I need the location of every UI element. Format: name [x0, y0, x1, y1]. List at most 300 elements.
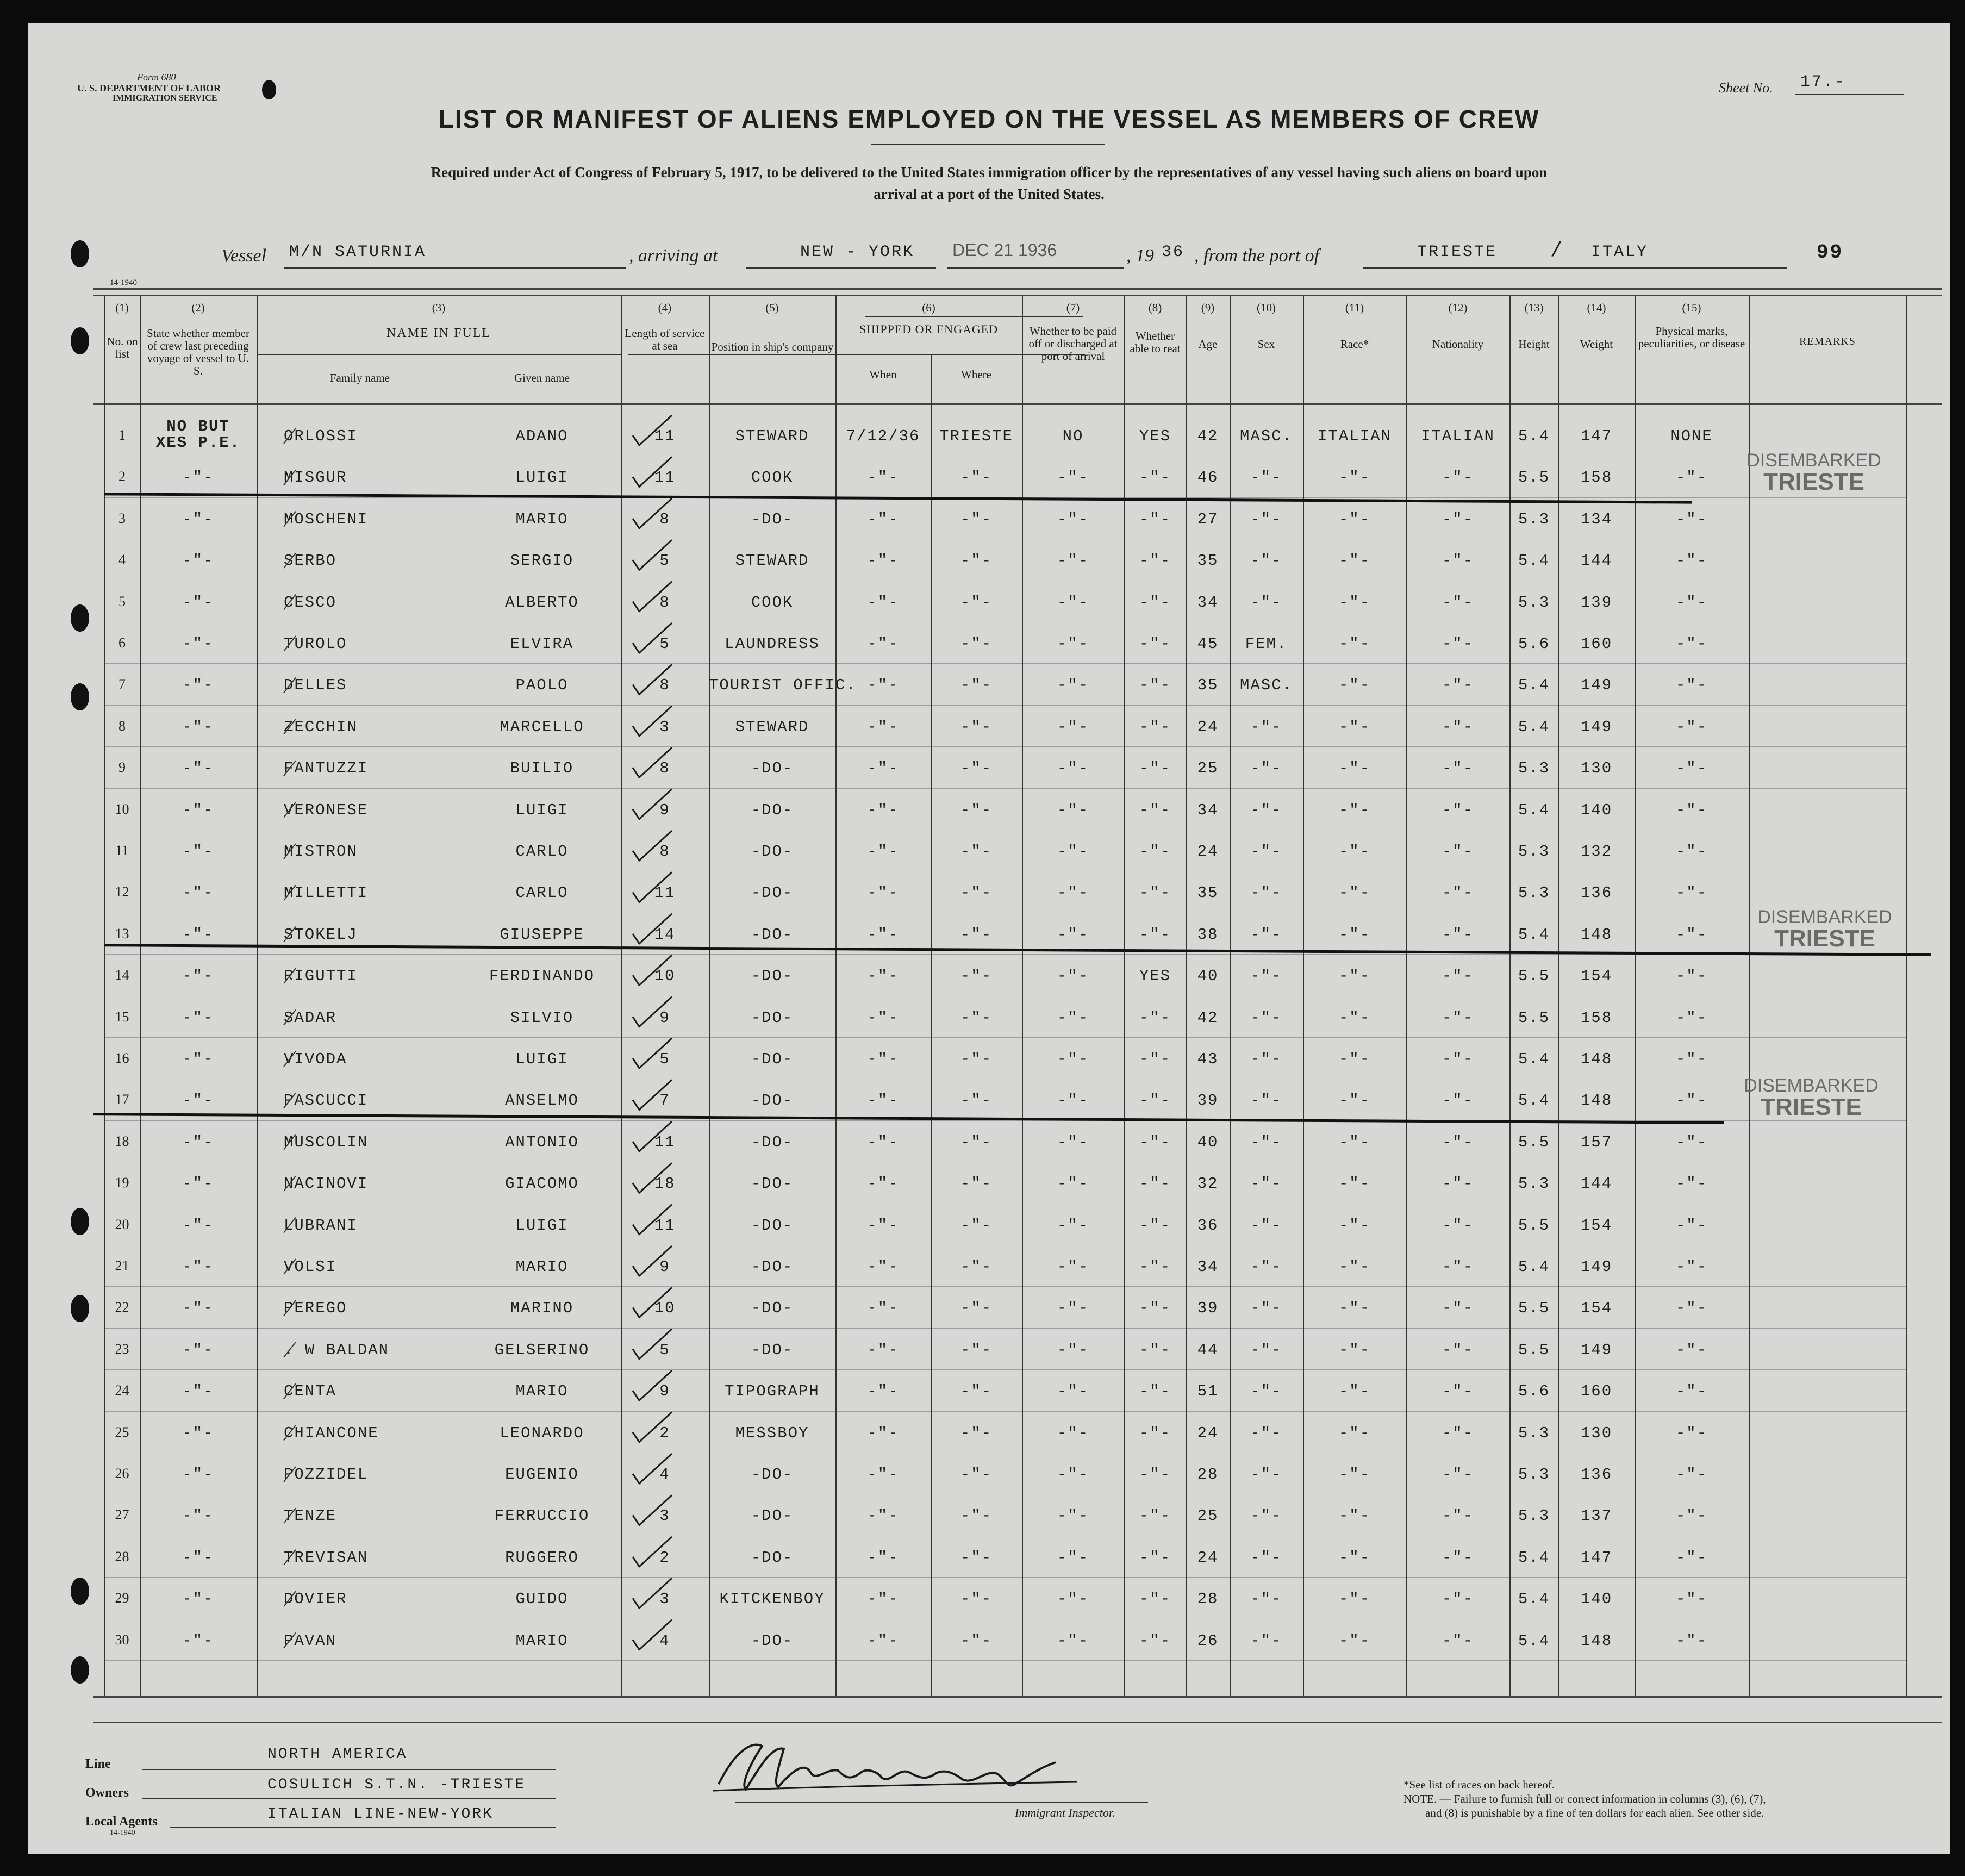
- date-stamp: DEC 21 1936: [952, 240, 1057, 260]
- cell-sex: -"-: [1250, 1382, 1282, 1401]
- cell-when: -"-: [867, 759, 899, 778]
- col-num: (2): [191, 301, 205, 314]
- sheet-number: 17.-: [1800, 73, 1847, 91]
- cell-age: 25: [1197, 759, 1219, 778]
- col-num: (5): [765, 301, 779, 314]
- cell-age: 45: [1197, 635, 1219, 653]
- header-physical-marks: Physical marks, peculiarities, or disease: [1638, 325, 1745, 350]
- cell-state: NO BUT XES P.E.: [155, 417, 241, 452]
- tick-mark: [284, 1176, 296, 1191]
- cell-physical-marks: -"-: [1675, 759, 1708, 778]
- cell-weight: 149: [1580, 718, 1613, 736]
- cell-state: -"-: [182, 718, 214, 736]
- cell-physical-marks: -"-: [1675, 1299, 1708, 1318]
- cell-given-name: MARINO: [510, 1299, 574, 1318]
- cell-able-reat: -"-: [1139, 1133, 1171, 1151]
- cell-able-reat: -"-: [1139, 1175, 1171, 1193]
- row-number: 14: [115, 967, 129, 983]
- cell-physical-marks: -"-: [1675, 676, 1708, 695]
- cell-age: 42: [1197, 1008, 1219, 1027]
- cell-position: STEWARD: [735, 552, 809, 570]
- cell-nationality: -"-: [1442, 1175, 1474, 1193]
- tick-mark: [284, 1259, 296, 1274]
- cell-position: KITCKENBOY: [719, 1590, 825, 1609]
- tick-mark: [284, 1508, 296, 1523]
- port-slash: /: [1550, 239, 1564, 263]
- row-number: 11: [115, 843, 129, 858]
- cell-sex: -"-: [1250, 1175, 1282, 1193]
- cell-height: 5.4: [1518, 1092, 1550, 1110]
- cell-physical-marks: -"-: [1675, 1466, 1708, 1484]
- cell-weight: 144: [1580, 552, 1613, 570]
- service-name: IMMIGRATION SERVICE: [113, 94, 217, 103]
- cell-where: TRIESTE: [939, 427, 1013, 445]
- check-mark: [633, 1121, 672, 1151]
- cell-paid-off: -"-: [1057, 1341, 1089, 1359]
- cell-weight: 148: [1580, 925, 1613, 944]
- cell-given-name: FERRUCCIO: [494, 1507, 590, 1525]
- cell-position: -DO-: [751, 759, 794, 778]
- cell-where: -"-: [960, 1216, 993, 1235]
- cell-when: -"-: [867, 510, 899, 528]
- cell-height: 5.6: [1518, 635, 1550, 653]
- cell-given-name: MARIO: [515, 1258, 569, 1276]
- cell-family-name: CESCO: [284, 593, 337, 612]
- cell-position: TIPOGRAPH: [725, 1382, 820, 1401]
- row-number: 18: [115, 1133, 129, 1149]
- cell-able-reat: YES: [1139, 427, 1171, 445]
- cell-service-length: 11: [654, 469, 676, 487]
- cell-sex: -"-: [1250, 843, 1282, 861]
- cell-race: -"-: [1338, 1631, 1371, 1650]
- header-given-name: Given name: [514, 371, 570, 384]
- row-number: 7: [118, 676, 126, 693]
- cell-weight: 158: [1580, 469, 1613, 487]
- cell-paid-off: -"-: [1057, 1382, 1089, 1401]
- cell-sex: -"-: [1250, 1258, 1282, 1276]
- cell-race: -"-: [1338, 759, 1371, 778]
- cell-family-name: TUROLO: [284, 635, 347, 653]
- col-num: (1): [115, 301, 129, 314]
- cell-race: -"-: [1338, 1092, 1371, 1110]
- col-num: (3): [432, 301, 446, 314]
- cell-when: -"-: [867, 1590, 899, 1609]
- cell-where: -"-: [960, 884, 993, 902]
- check-mark: [633, 831, 672, 861]
- cell-where: -"-: [960, 1050, 993, 1068]
- check-mark: [633, 623, 672, 653]
- cell-given-name: MARIO: [515, 1631, 569, 1650]
- cell-weight: 137: [1580, 1507, 1613, 1525]
- cell-family-name: VIVODA: [284, 1050, 347, 1068]
- cell-age: 34: [1197, 1258, 1219, 1276]
- cell-given-name: ANSELMO: [505, 1092, 579, 1110]
- tick-mark: [284, 1342, 296, 1357]
- manifest-sheet: [28, 23, 1950, 1854]
- cell-sex: -"-: [1250, 1299, 1282, 1318]
- cell-nationality: -"-: [1442, 1258, 1474, 1276]
- cell-paid-off: -"-: [1057, 1507, 1089, 1525]
- header-where: Where: [961, 368, 991, 381]
- cell-state: -"-: [182, 1133, 214, 1151]
- cell-given-name: SILVIO: [510, 1008, 574, 1027]
- cell-weight: 136: [1580, 1466, 1613, 1484]
- cell-sex: -"-: [1250, 718, 1282, 736]
- cell-paid-off: -"-: [1057, 1216, 1089, 1235]
- reference-number: 99: [1817, 241, 1844, 264]
- fine-note-2: and (8) is punishable by a fine of ten dollars for each alien. See other side.: [1425, 1806, 1764, 1819]
- cell-race: -"-: [1338, 1050, 1371, 1068]
- check-mark: [633, 789, 672, 819]
- col-num: (7): [1066, 301, 1080, 314]
- cell-physical-marks: -"-: [1675, 1258, 1708, 1276]
- cell-physical-marks: -"-: [1675, 718, 1708, 736]
- cell-given-name: RUGGERO: [505, 1548, 579, 1567]
- cell-service-length: 9: [659, 1008, 670, 1027]
- cell-family-name: MUSCOLIN: [284, 1133, 369, 1151]
- cell-weight: 132: [1580, 843, 1613, 861]
- tick-mark: [284, 927, 296, 942]
- col-num: (4): [658, 301, 672, 314]
- header-no-on-list: No. on list: [107, 335, 138, 360]
- cell-height: 5.5: [1518, 469, 1550, 487]
- cell-able-reat: -"-: [1139, 1631, 1171, 1650]
- tick-mark: [284, 1467, 296, 1482]
- cell-where: -"-: [960, 1092, 993, 1110]
- cell-physical-marks: -"-: [1675, 1341, 1708, 1359]
- cell-sex: FEM.: [1245, 635, 1288, 653]
- header-sex: Sex: [1257, 338, 1275, 351]
- cell-nationality: -"-: [1442, 1216, 1474, 1235]
- tick-mark: [284, 968, 296, 983]
- row-number: 20: [115, 1216, 129, 1232]
- cell-where: -"-: [960, 1008, 993, 1027]
- cell-family-name: LUBRANI: [284, 1216, 358, 1235]
- cell-state: -"-: [182, 510, 214, 528]
- cell-sex: -"-: [1250, 469, 1282, 487]
- tick-mark: [284, 595, 296, 610]
- cell-able-reat: YES: [1139, 967, 1171, 986]
- cell-height: 5.3: [1518, 593, 1550, 612]
- tick-mark: [284, 553, 296, 568]
- cell-weight: 160: [1580, 635, 1613, 653]
- cell-when: -"-: [867, 1424, 899, 1442]
- cell-given-name: LEONARDO: [500, 1424, 584, 1442]
- cell-where: -"-: [960, 1341, 993, 1359]
- cell-where: -"-: [960, 801, 993, 819]
- cell-when: -"-: [867, 1299, 899, 1318]
- row-number: 8: [118, 718, 126, 734]
- cell-paid-off: -"-: [1057, 469, 1089, 487]
- cell-paid-off: -"-: [1057, 884, 1089, 902]
- cell-state: -"-: [182, 1175, 214, 1193]
- cell-where: -"-: [960, 676, 993, 695]
- cell-service-length: 4: [659, 1631, 670, 1650]
- check-mark: [633, 1163, 672, 1193]
- cell-when: -"-: [867, 1631, 899, 1650]
- cell-race: -"-: [1338, 1548, 1371, 1567]
- cell-physical-marks: -"-: [1675, 510, 1708, 528]
- cell-when: -"-: [867, 1507, 899, 1525]
- cell-given-name: ADANO: [515, 427, 569, 445]
- cell-height: 5.4: [1518, 1631, 1550, 1650]
- vessel-name: M/N SATURNIA: [289, 243, 427, 261]
- cell-able-reat: -"-: [1139, 843, 1171, 861]
- cell-nationality: -"-: [1442, 1548, 1474, 1567]
- cell-nationality: -"-: [1442, 759, 1474, 778]
- col-num: (9): [1201, 301, 1215, 314]
- tick-mark: [284, 1010, 296, 1025]
- tick-mark: [284, 1135, 296, 1150]
- cell-able-reat: -"-: [1139, 718, 1171, 736]
- cell-position: COOK: [751, 593, 794, 612]
- cell-state: -"-: [182, 593, 214, 612]
- cell-sex: -"-: [1250, 1507, 1282, 1525]
- cell-position: -DO-: [751, 1507, 794, 1525]
- cell-sex: MASC.: [1239, 676, 1293, 695]
- cell-nationality: -"-: [1442, 884, 1474, 902]
- check-mark: [633, 664, 672, 694]
- cell-race: -"-: [1338, 1299, 1371, 1318]
- cell-able-reat: -"-: [1139, 925, 1171, 944]
- cell-paid-off: NO: [1062, 427, 1084, 445]
- cell-height: 5.3: [1518, 759, 1550, 778]
- tick-mark: [284, 1591, 296, 1606]
- cell-height: 5.6: [1518, 1382, 1550, 1401]
- cell-paid-off: -"-: [1057, 593, 1089, 612]
- cell-paid-off: -"-: [1057, 676, 1089, 695]
- cell-able-reat: -"-: [1139, 1258, 1171, 1276]
- cell-weight: 147: [1580, 1548, 1613, 1567]
- cell-height: 5.4: [1518, 552, 1550, 570]
- cell-weight: 136: [1580, 884, 1613, 902]
- header-position: Position in ship's company: [711, 340, 834, 353]
- cell-height: 5.4: [1518, 1548, 1550, 1567]
- cell-given-name: FERDINANDO: [489, 967, 595, 986]
- arriving-port: NEW - YORK: [800, 243, 915, 261]
- cell-physical-marks: -"-: [1675, 1631, 1708, 1650]
- cell-state: -"-: [182, 1341, 214, 1359]
- cell-position: -DO-: [751, 1133, 794, 1151]
- cell-service-length: 8: [659, 676, 670, 695]
- cell-weight: 149: [1580, 1258, 1613, 1276]
- department-name: U. S. DEPARTMENT OF LABOR: [77, 83, 221, 94]
- cell-when: -"-: [867, 718, 899, 736]
- disembarked-stamp: DISEMBARKED TRIESTE: [1744, 1075, 1879, 1120]
- cell-able-reat: -"-: [1139, 1008, 1171, 1027]
- cell-given-name: ANTONIO: [505, 1133, 579, 1151]
- cell-where: -"-: [960, 552, 993, 570]
- cell-family-name: NACINOVI: [284, 1175, 369, 1193]
- cell-nationality: -"-: [1442, 801, 1474, 819]
- cell-paid-off: -"-: [1057, 718, 1089, 736]
- cell-paid-off: -"-: [1057, 925, 1089, 944]
- check-mark: [633, 582, 672, 612]
- cell-service-length: 11: [654, 1216, 676, 1235]
- cell-where: -"-: [960, 1590, 993, 1609]
- cell-race: -"-: [1338, 593, 1371, 612]
- cell-race: -"-: [1338, 552, 1371, 570]
- cell-paid-off: -"-: [1057, 510, 1089, 528]
- cell-when: -"-: [867, 676, 899, 695]
- cell-service-length: 10: [654, 1299, 676, 1318]
- col-num: (8): [1148, 301, 1162, 314]
- cell-family-name: RIGUTTI: [284, 967, 358, 986]
- cell-service-length: 5: [659, 635, 670, 653]
- cell-age: 34: [1197, 801, 1219, 819]
- cell-age: 27: [1197, 510, 1219, 528]
- cell-weight: 139: [1580, 593, 1613, 612]
- cell-race: -"-: [1338, 1507, 1371, 1525]
- cell-when: -"-: [867, 469, 899, 487]
- line-value: NORTH AMERICA: [267, 1746, 408, 1763]
- cell-where: -"-: [960, 1548, 993, 1567]
- cell-physical-marks: -"-: [1675, 469, 1708, 487]
- cell-paid-off: -"-: [1057, 1548, 1089, 1567]
- cell-physical-marks: -"-: [1675, 593, 1708, 612]
- cell-age: 35: [1197, 552, 1219, 570]
- check-mark: [633, 1287, 672, 1317]
- cell-race: -"-: [1338, 718, 1371, 736]
- cell-weight: 147: [1580, 427, 1613, 445]
- cell-given-name: MARCELLO: [500, 718, 584, 736]
- cell-service-length: 8: [659, 759, 670, 778]
- cell-sex: MASC.: [1239, 427, 1293, 445]
- cell-weight: 134: [1580, 510, 1613, 528]
- cell-family-name: TENZE: [284, 1507, 337, 1525]
- cell-state: -"-: [182, 967, 214, 986]
- cell-sex: -"-: [1250, 1590, 1282, 1609]
- cell-family-name: CENTA: [284, 1382, 337, 1401]
- cell-given-name: LUIGI: [515, 1216, 569, 1235]
- cell-when: -"-: [867, 1466, 899, 1484]
- cell-position: COOK: [751, 469, 794, 487]
- cell-given-name: GUIDO: [515, 1590, 569, 1609]
- tick-mark: [284, 802, 296, 818]
- cell-position: -DO-: [751, 1631, 794, 1650]
- cell-physical-marks: -"-: [1675, 843, 1708, 861]
- cell-nationality: -"-: [1442, 469, 1474, 487]
- cell-state: -"-: [182, 1590, 214, 1609]
- line-label: Line: [85, 1757, 111, 1771]
- cell-where: -"-: [960, 759, 993, 778]
- tick-mark: [284, 1633, 296, 1648]
- cell-family-name: VOLSI: [284, 1258, 337, 1276]
- cell-physical-marks: -"-: [1675, 1424, 1708, 1442]
- cell-position: -DO-: [751, 1258, 794, 1276]
- check-mark: [633, 1454, 672, 1484]
- cell-weight: 144: [1580, 1175, 1613, 1193]
- cell-weight: 148: [1580, 1050, 1613, 1068]
- cell-service-length: 9: [659, 1382, 670, 1401]
- row-number: 28: [115, 1548, 129, 1565]
- header-age: Age: [1198, 338, 1218, 351]
- cell-able-reat: -"-: [1139, 884, 1171, 902]
- cell-family-name: VERONESE: [284, 801, 369, 819]
- cell-able-reat: -"-: [1139, 1466, 1171, 1484]
- cell-physical-marks: -"-: [1675, 635, 1708, 653]
- header-shipped-engaged: SHIPPED OR ENGAGED: [859, 322, 999, 336]
- cell-able-reat: -"-: [1139, 759, 1171, 778]
- form-number: Form 680: [137, 72, 176, 83]
- cell-height: 5.4: [1518, 1050, 1550, 1068]
- cell-age: 24: [1197, 1424, 1219, 1442]
- cell-weight: 154: [1580, 1216, 1613, 1235]
- cell-state: -"-: [182, 635, 214, 653]
- cell-physical-marks: -"-: [1675, 1092, 1708, 1110]
- row-number: 30: [115, 1631, 129, 1648]
- cell-service-length: 9: [659, 1258, 670, 1276]
- header-name-in-full: NAME IN FULL: [386, 326, 491, 340]
- header-when: When: [869, 368, 897, 381]
- cell-position: STEWARD: [735, 718, 809, 736]
- from-port-label: , from the port of: [1194, 246, 1320, 266]
- cell-physical-marks: -"-: [1675, 967, 1708, 986]
- cell-position: -DO-: [751, 1466, 794, 1484]
- cell-race: -"-: [1338, 676, 1371, 695]
- cell-position: -DO-: [751, 510, 794, 528]
- cell-sex: -"-: [1250, 593, 1282, 612]
- cell-position: -DO-: [751, 884, 794, 902]
- cell-family-name: MISGUR: [284, 469, 347, 487]
- cell-age: 36: [1197, 1216, 1219, 1235]
- cell-given-name: BUILIO: [510, 759, 574, 778]
- cell-able-reat: -"-: [1139, 1590, 1171, 1609]
- cell-height: 5.4: [1518, 676, 1550, 695]
- cell-sex: -"-: [1250, 1424, 1282, 1442]
- year-label: , 19: [1126, 246, 1154, 266]
- check-mark: [633, 1038, 672, 1068]
- cell-when: -"-: [867, 552, 899, 570]
- disembarked-stamp: DISEMBARKED TRIESTE: [1746, 450, 1881, 495]
- cell-physical-marks: -"-: [1675, 884, 1708, 902]
- owners-label: Owners: [85, 1786, 129, 1800]
- cell-age: 24: [1197, 843, 1219, 861]
- cell-height: 5.3: [1518, 1507, 1550, 1525]
- cell-where: -"-: [960, 1382, 993, 1401]
- tick-mark: [284, 719, 296, 734]
- cell-age: 42: [1197, 427, 1219, 445]
- row-number: 16: [115, 1050, 129, 1066]
- country: ITALY: [1591, 243, 1649, 261]
- cell-nationality: -"-: [1442, 1050, 1474, 1068]
- cell-position: LAUNDRESS: [725, 635, 820, 653]
- cell-physical-marks: -"-: [1675, 1133, 1708, 1151]
- cell-service-length: 9: [659, 801, 670, 819]
- check-mark: [633, 1537, 672, 1567]
- cell-service-length: 3: [659, 1590, 670, 1609]
- row-number: 24: [115, 1382, 129, 1399]
- cell-family-name: DELLES: [284, 676, 347, 695]
- cell-given-name: GELSERINO: [494, 1341, 590, 1359]
- cell-race: -"-: [1338, 801, 1371, 819]
- cell-nationality: -"-: [1442, 1341, 1474, 1359]
- cell-able-reat: -"-: [1139, 510, 1171, 528]
- check-mark: [633, 1620, 672, 1650]
- cell-height: 5.5: [1518, 1299, 1550, 1318]
- cell-where: -"-: [960, 1507, 993, 1525]
- cell-nationality: ITALIAN: [1421, 427, 1495, 445]
- cell-sex: -"-: [1250, 1133, 1282, 1151]
- row-number: 4: [118, 552, 126, 568]
- cell-sex: -"-: [1250, 1341, 1282, 1359]
- owners-value: COSULICH S.T.N. -TRIESTE: [267, 1777, 526, 1793]
- check-mark: [633, 1329, 672, 1359]
- tick-mark: [284, 1051, 296, 1067]
- cell-height: 5.3: [1518, 1466, 1550, 1484]
- cell-physical-marks: -"-: [1675, 552, 1708, 570]
- cell-weight: 158: [1580, 1008, 1613, 1027]
